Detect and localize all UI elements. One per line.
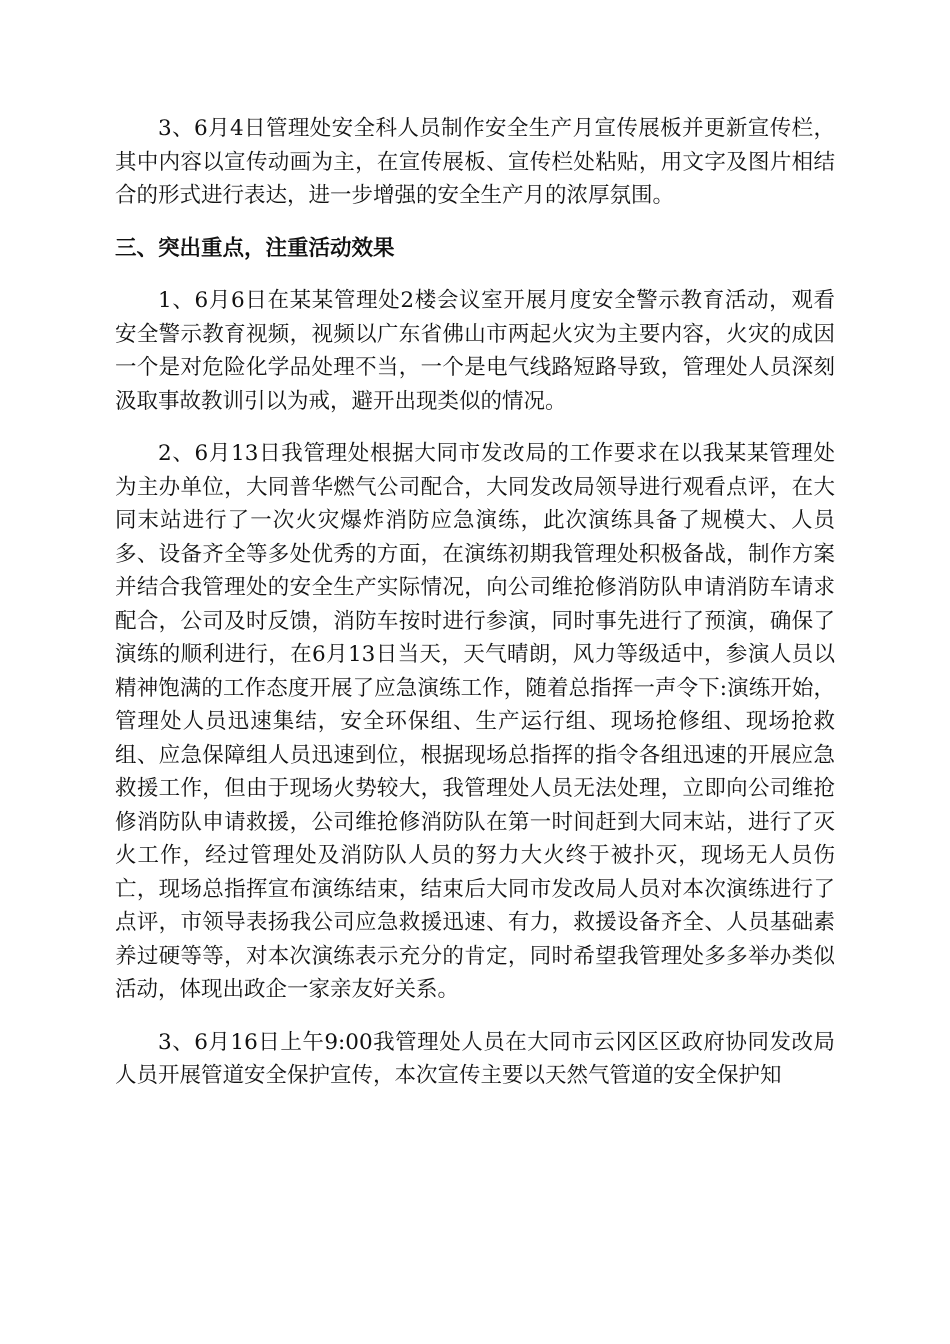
document-page [115,112,835,1093]
paragraph-publicity-boards: 3、6月4日管理处安全科人员制作安全生产月宣传展板并更新宣传栏，其中内容以宣传动画为主，在宣传展板、宣传栏处粘贴，用文字及图片相结合的形式进行表达，进一步增强的安全生产月的浓厚氛围。 [115,116,835,208]
paragraph-gap [115,213,835,232]
paragraph-gap [115,1007,835,1026]
paragraph-gap [115,265,835,284]
paragraph-gap [115,418,835,437]
paragraph-safety-education: 1、6月6日在某某管理处2楼会议室开展月度安全警示教育活动，观看安全警示教育视频，视频以广东省佛山市两起火灾为主要内容，火灾的成因一个是对危险化学品处理不当，一个是电气线路短路导致，管理处人员深刻汲取事故教训引以为戒，避开出现类似的情况。 [115,288,835,414]
section-heading: 三、突出重点，注重活动效果 [115,235,395,261]
paragraph-emergency-drill: 2、6月13日我管理处根据大同市发改局的工作要求在以我某某管理处为主办单位，大同普华燃气公司配合，大同发改局领导进行观看点评，在大同末站进行了一次火灾爆炸消防应急演练，此次演练具备了规模大、人员多、设备齐全等多处优秀的方面，在演练初期我管理处积极备战，制作方案并结合我管理处的安全生产实际情况，向公司维抢修消防队申请消防车请求配合，公司及时反馈，消防车按时进行参演，同时事先进行了预演，确保了演练的顺利进行，在6月13日当天，天气晴朗，风力等级适中，参演人员以精神饱满的工作态度开展了应急演练工作，随着总指挥一声令下:演练开始，管理处人员迅速集结，安全环保组、生产运行组、现场抢修组、现场抢救组、应急保障组人员迅速到位，根据现场总指挥的指令各组迅速的开展应急救援工作，但由于现场火势较大，我管理处人员无法处理，立即向公司维抢修消防队申请救援，公司维抢修消防队在第一时间赶到大同末站，进行了灭火工作，经过管理处及消防队人员的努力大火终于被扑灭，现场无人员伤亡，现场总指挥宣布演练结束，结束后大同市发改局人员对本次演练进行了点评，市领导表扬我公司应急救援迅速、有力，救援设备齐全、人员基础素养过硬等等，对本次演练表示充分的肯定，同时希望我管理处多多举办类似活动，体现出政企一家亲友好关系。 [115,441,835,1002]
paragraph-pipeline-publicity: 3、6月16日上午9:00我管理处人员在大同市云冈区区政府协同发改局人员开展管道安全保护宣传，本次宣传主要以天然气管道的安全保护知 [115,1029,835,1088]
